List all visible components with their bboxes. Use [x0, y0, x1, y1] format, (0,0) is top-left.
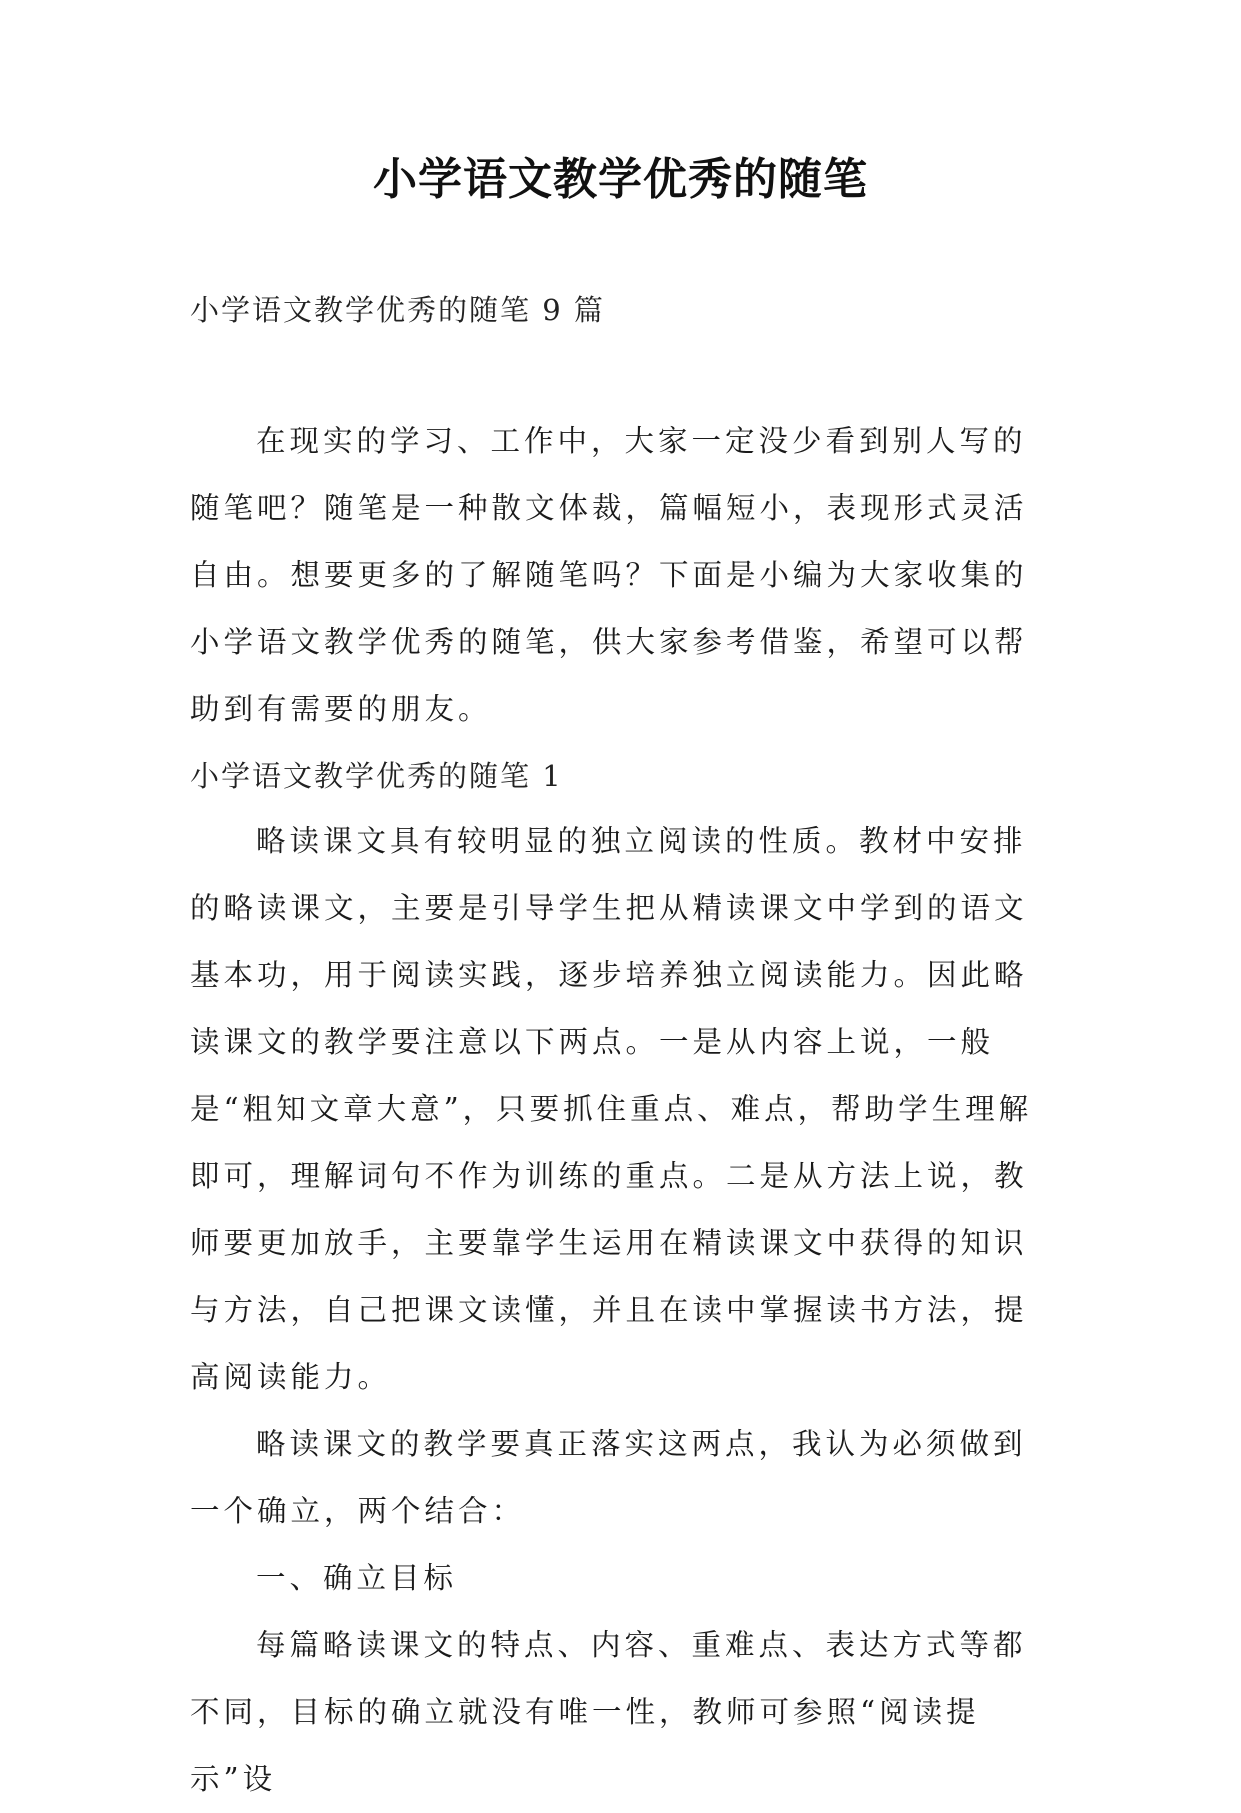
section-heading: 小学语文教学优秀的随笔 1	[190, 759, 563, 793]
section-paragraph: 略读课文具有较明显的独立阅读的性质。教材中安排的略读课文，主要是引导学生把从精读课文中学到的语文基本功，用于阅读实践，逐步培养独立阅读能力。因此略读课文的教学要注意以下两点。一是从内容上说，一般是“粗知文章大意”，只要抓住重点、难点，帮助学生理解即可，理解词句不作为训练的重点。二是从方法上说，教师要更加放手，主要靠学生运用在精读课文中获得的知识与方法，自己把课文读懂，并且在读中掌握读书方法，提高阅读能力。	[190, 824, 1033, 1394]
section-paragraph: 每篇略读课文的特点、内容、重难点、表达方式等都不同，目标的确立就没有唯一性，教师可参照“阅读提示”设	[190, 1628, 1027, 1796]
essay-section-1	[190, 756, 1054, 1813]
intro-paragraph: 在现实的学习、工作中，大家一定没少看到别人写的随笔吧？随笔是一种散文体裁，篇幅短小，表现形式灵活自由。想要更多的了解随笔吗？下面是小编为大家收集的小学语文教学优秀的随笔，供大家参考借鉴，希望可以帮助到有需要的朋友。	[190, 424, 1028, 726]
document-title: 小学语文教学优秀的随笔	[373, 154, 868, 205]
section-paragraph: 略读课文的教学要真正落实这两点，我认为必须做到一个确立，两个结合：	[190, 1427, 1027, 1528]
section-subheading: 一、确立目标	[256, 1561, 458, 1595]
document-subtitle: 小学语文教学优秀的随笔 9 篇	[190, 293, 605, 327]
